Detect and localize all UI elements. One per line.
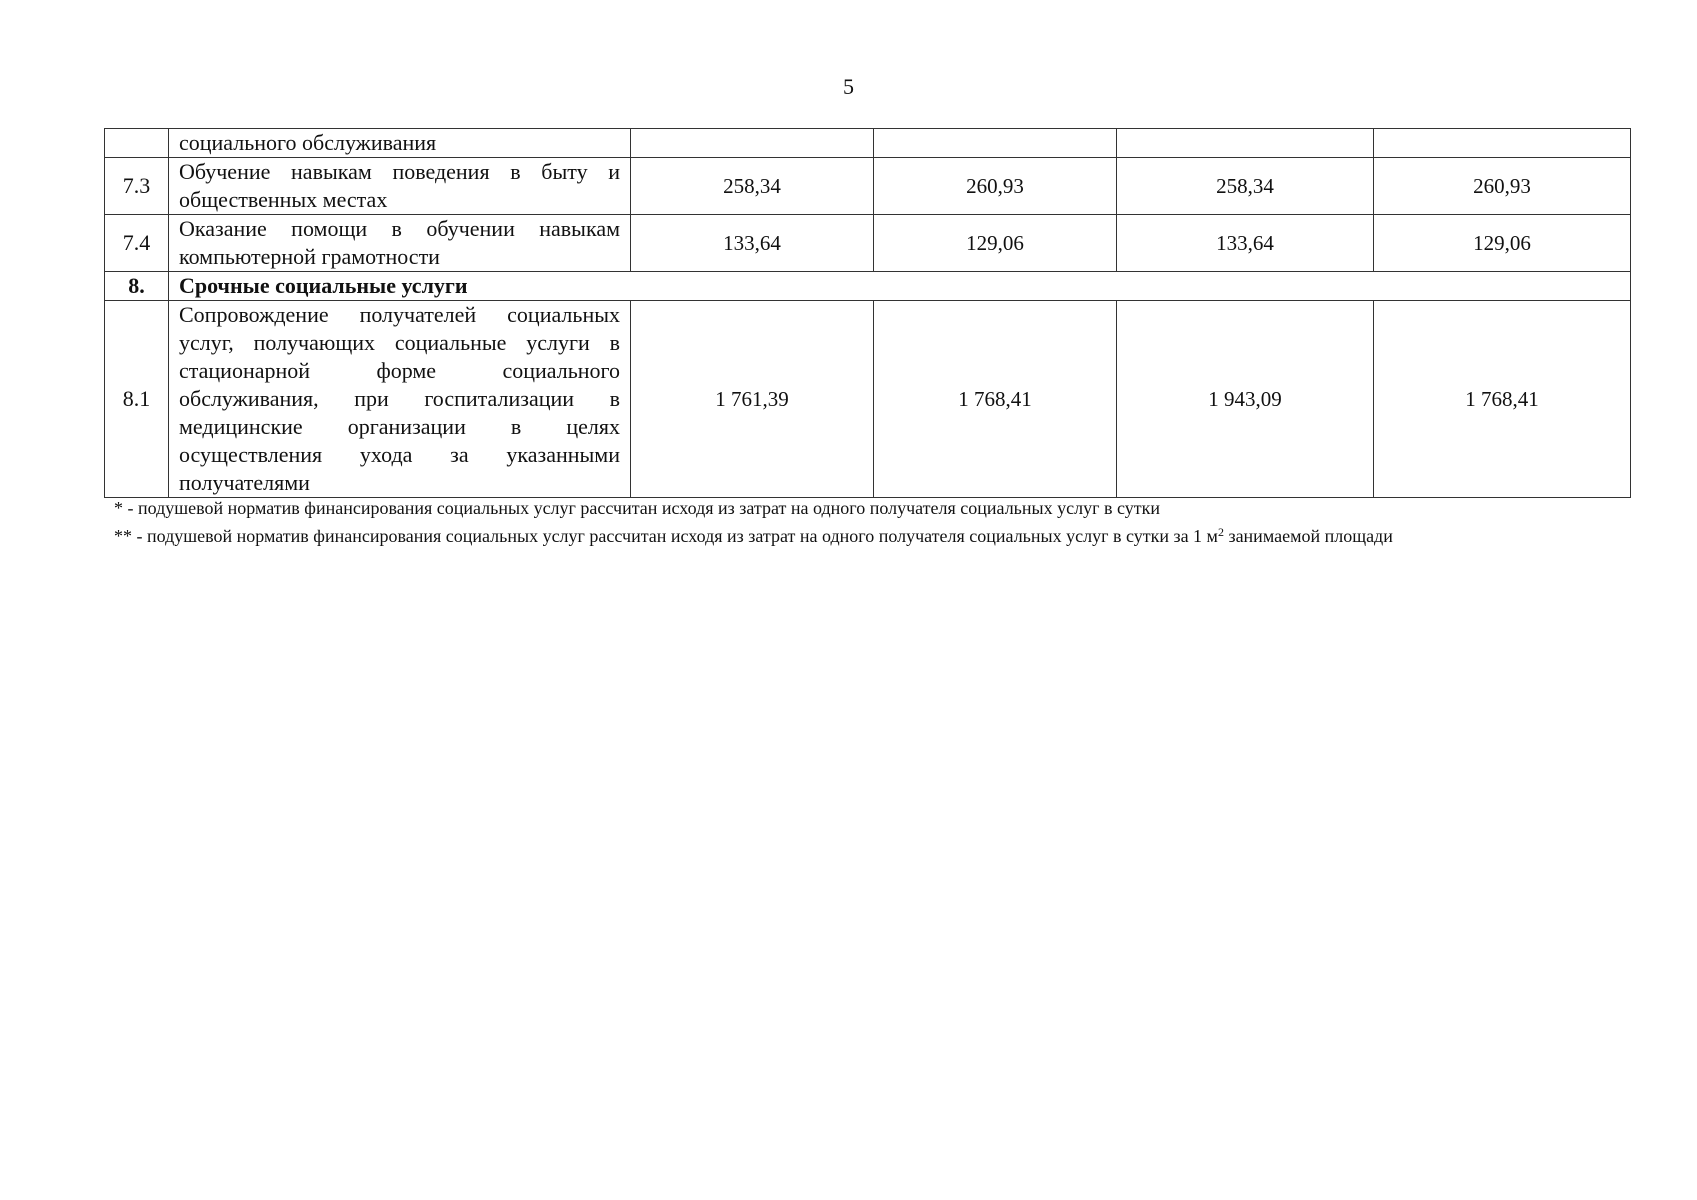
row-number-cell: 7.4 [105, 215, 169, 272]
value-cell: 1 768,41 [1374, 301, 1631, 498]
superscript-two: 2 [1217, 525, 1224, 539]
table-row-continuation [105, 129, 1631, 158]
service-name-cell: социального обслуживания [169, 129, 631, 158]
value-cell: 258,34 [631, 158, 874, 215]
section-header-row [105, 272, 1631, 301]
value-cell [1117, 129, 1374, 158]
footnote-per-square-meter [114, 520, 1393, 548]
value-cell: 133,64 [1117, 215, 1374, 272]
value-cell [1374, 129, 1631, 158]
service-name-cell: Обучение навыкам поведения в быту и общественных местах [169, 158, 631, 215]
value-cell: 1 768,41 [874, 301, 1117, 498]
value-cell: 129,06 [1374, 215, 1631, 272]
value-cell: 133,64 [631, 215, 874, 272]
table-row [105, 215, 1631, 272]
footnote-daily: * - подушевой норматив финансирования социальных услуг рассчитан исходя из затрат на одного получателя социальных услуг в сутки [114, 498, 1160, 518]
value-cell: 1 943,09 [1117, 301, 1374, 498]
value-cell: 129,06 [874, 215, 1117, 272]
services-table [104, 128, 1631, 498]
service-name-cell: Оказание помощи в обучении навыкам компьютерной грамотности [169, 215, 631, 272]
value-cell [631, 129, 874, 158]
table-row [105, 301, 1631, 498]
section-number-cell: 8. [105, 272, 169, 301]
page-number: 5 [843, 74, 854, 99]
value-cell: 258,34 [1117, 158, 1374, 215]
value-cell: 260,93 [874, 158, 1117, 215]
section-title-cell: Срочные социальные услуги [169, 272, 1631, 301]
footnote-text-end: занимаемой площади [1223, 526, 1393, 546]
value-cell: 260,93 [1374, 158, 1631, 215]
row-number-cell: 8.1 [105, 301, 169, 498]
service-name-cell: Сопровождение получателей социальных услуг, получающих социальные услуги в стационарной форме социального обслуживания, при госпитализации в медицинские организации в целях осуществления ухода за указанными получателями [169, 301, 631, 498]
value-cell: 1 761,39 [631, 301, 874, 498]
footnote-text: ** - подушевой норматив финансирования социальных услуг рассчитан исходя из затрат на одного получателя социальных услуг в сутки за 1 м [114, 526, 1218, 546]
table-row [105, 158, 1631, 215]
row-number-cell: 7.3 [105, 158, 169, 215]
row-number-cell [105, 129, 169, 158]
footnotes [114, 496, 1393, 548]
value-cell [874, 129, 1117, 158]
